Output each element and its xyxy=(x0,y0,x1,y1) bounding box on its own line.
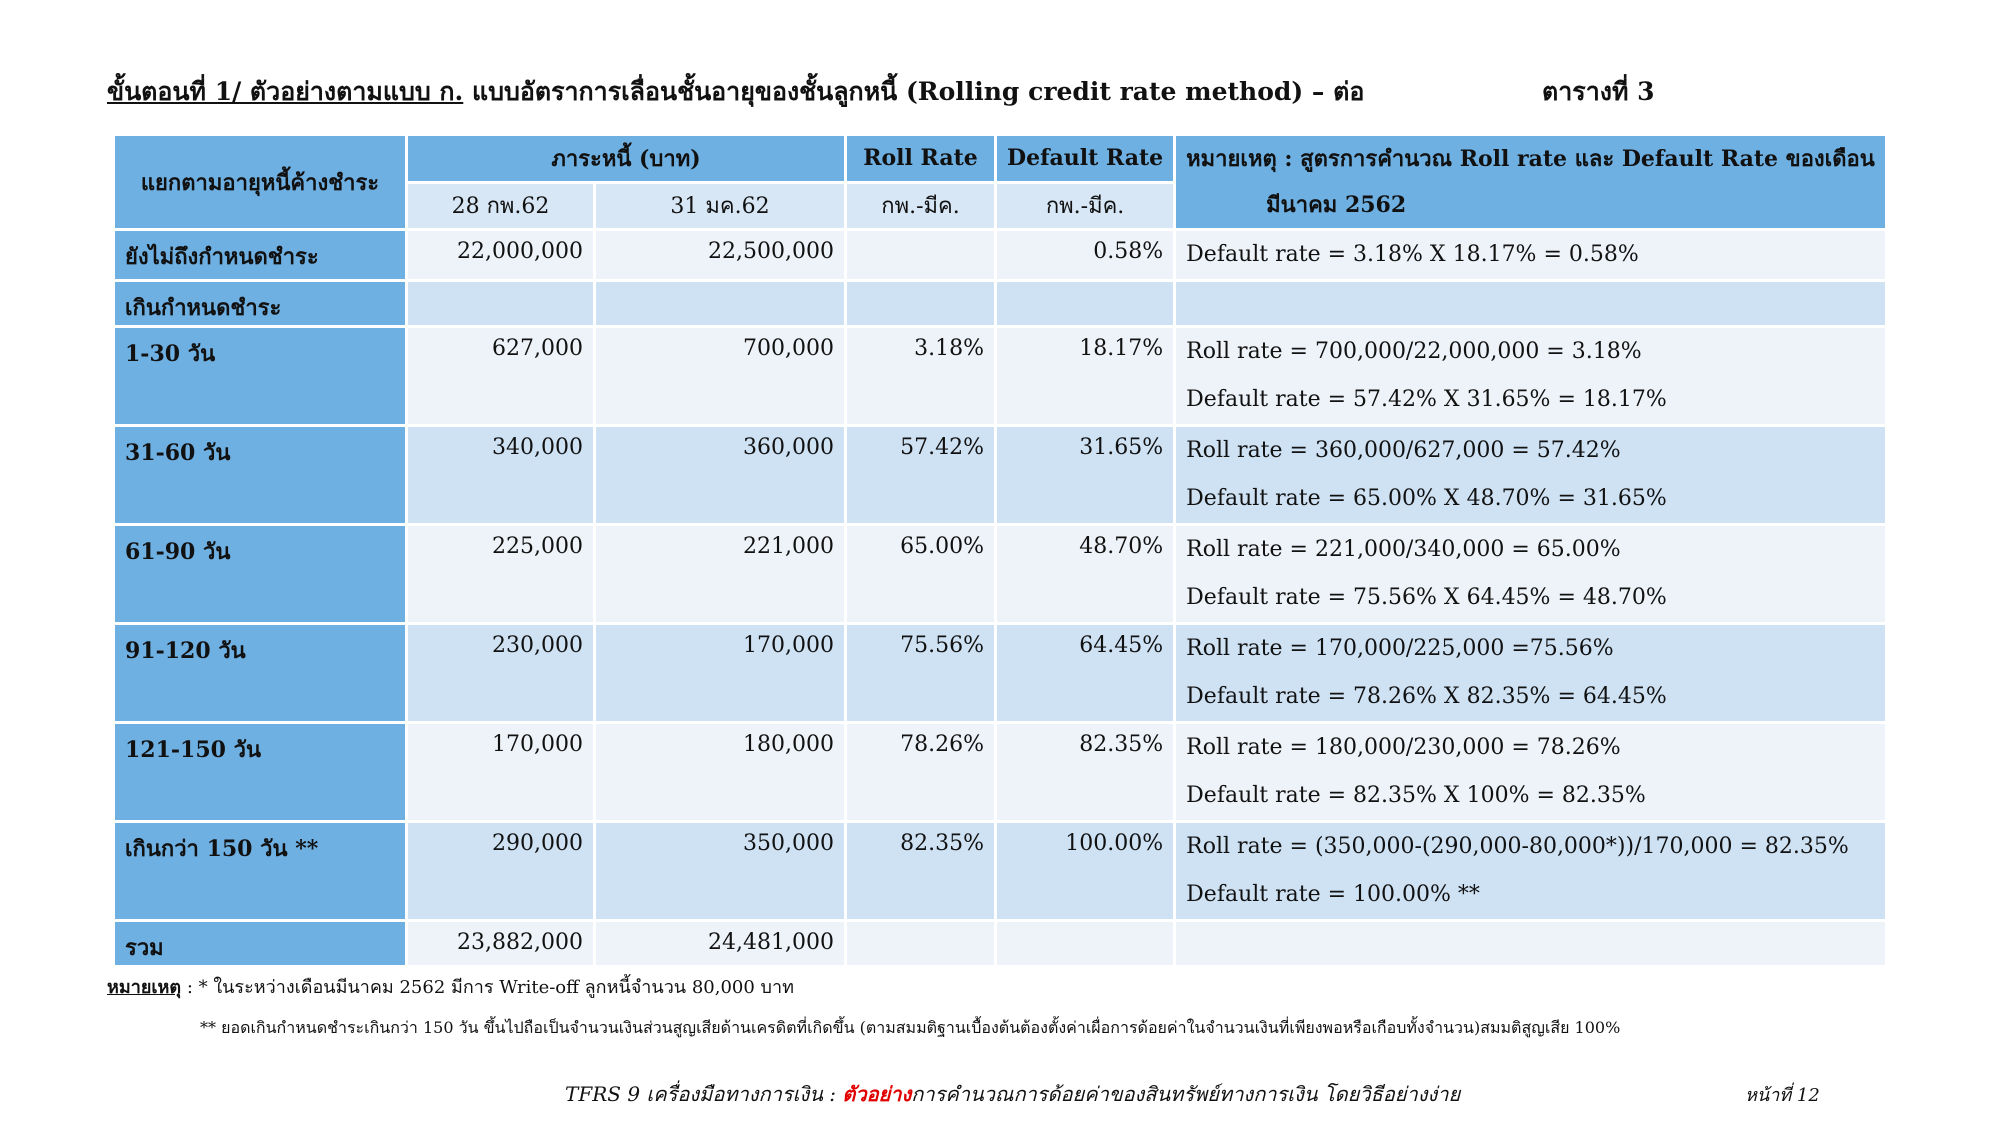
note-line: Default rate = 65.00% X 48.70% = 31.65% xyxy=(1186,486,1667,511)
header-roll-period: กพ.-มีค. xyxy=(847,184,994,229)
cell-default xyxy=(997,282,1173,325)
row-label: ยังไม่ถึงกำหนดชำระ xyxy=(115,231,405,279)
cell-jan: 170,000 xyxy=(596,625,844,721)
table-row xyxy=(115,328,1885,424)
note-line: Roll rate = (350,000-(290,000-80,000*))/170,000 = 82.35% xyxy=(1186,834,1849,859)
cell-feb: 23,882,000 xyxy=(408,922,593,965)
header-note-title: หมายเหตุ : สูตรการคำนวณ Roll rate และ Default Rate ของเดือน xyxy=(1186,146,1875,172)
note-line: Default rate = 75.56% X 64.45% = 48.70% xyxy=(1186,585,1667,610)
page-title-row xyxy=(107,72,1707,112)
cell-jan: 360,000 xyxy=(596,427,844,523)
table-number: ตารางที่ 3 xyxy=(1542,77,1655,106)
cell-jan: 22,500,000 xyxy=(596,231,844,279)
header-note xyxy=(1176,136,1885,228)
row-label: 121-150 วัน xyxy=(115,724,405,820)
row-label: รวม xyxy=(115,922,405,965)
cell-default: 31.65% xyxy=(997,427,1173,523)
header-date-jan: 31 มค.62 xyxy=(596,184,844,229)
note-line: Default rate = 57.42% X 31.65% = 18.17% xyxy=(1186,387,1667,412)
header-row-1 xyxy=(115,136,1885,181)
cell-feb: 225,000 xyxy=(408,526,593,622)
cell-note xyxy=(1176,823,1885,919)
row-label: เกินกว่า 150 วัน ** xyxy=(115,823,405,919)
note-line: Roll rate = 180,000/230,000 = 78.26% xyxy=(1186,735,1621,760)
table-row xyxy=(115,724,1885,820)
cell-roll: 78.26% xyxy=(847,724,994,820)
cell-note xyxy=(1176,328,1885,424)
header-date-feb: 28 กพ.62 xyxy=(408,184,593,229)
cell-note xyxy=(1176,625,1885,721)
cell-feb: 340,000 xyxy=(408,427,593,523)
footnote-2: ** ยอดเกินกำหนดชำระเกินกว่า 150 วัน ขึ้นไปถือเป็นจำนวนเงินส่วนสูญเสียด้านเครดิตที่เกิดขึ้น (ตามสมมติฐานเบื้องต้นต้องตั้งค่าเผื่อการด้อยค่าในจำนวนเงินที่เพียงพอหรือเกือบทั้งจำนวน)สมมติสูญเสีย 100% xyxy=(200,1018,1621,1037)
footnote-1 xyxy=(107,972,794,1001)
table-row xyxy=(115,282,1885,325)
cell-feb xyxy=(408,282,593,325)
page-number: หน้าที่ 12 xyxy=(1745,1085,1820,1106)
cell-roll: 57.42% xyxy=(847,427,994,523)
header-debt: ภาระหนี้ (บาท) xyxy=(408,136,844,181)
header-roll-rate: Roll Rate xyxy=(847,136,994,181)
header-default-period: กพ.-มีค. xyxy=(997,184,1173,229)
note-line: Roll rate = 221,000/340,000 = 65.00% xyxy=(1186,537,1621,562)
cell-jan xyxy=(596,282,844,325)
table-row xyxy=(115,231,1885,279)
note-line: Default rate = 78.26% X 82.35% = 64.45% xyxy=(1186,684,1667,709)
footer-highlight: ตัวอย่าง xyxy=(842,1082,912,1106)
cell-roll xyxy=(847,282,994,325)
note-line: Roll rate = 360,000/627,000 = 57.42% xyxy=(1186,438,1621,463)
table-row xyxy=(115,427,1885,523)
cell-jan: 350,000 xyxy=(596,823,844,919)
footer-suffix: การคำนวณการด้อยค่าของสินทรัพย์ทางการเงิน โดยวิธีอย่างง่าย xyxy=(911,1082,1461,1106)
cell-feb: 170,000 xyxy=(408,724,593,820)
cell-default: 48.70% xyxy=(997,526,1173,622)
cell-roll xyxy=(847,231,994,279)
cell-note xyxy=(1176,427,1885,523)
note-line: Default rate = 3.18% X 18.17% = 0.58% xyxy=(1186,242,1639,267)
cell-roll xyxy=(847,922,994,965)
row-label: 1-30 วัน xyxy=(115,328,405,424)
header-aging-group: แยกตามอายุหนี้ค้างชำระ xyxy=(115,136,405,228)
cell-feb: 22,000,000 xyxy=(408,231,593,279)
cell-note xyxy=(1176,282,1885,325)
header-note-month: มีนาคม 2562 xyxy=(1266,192,1407,218)
cell-jan: 221,000 xyxy=(596,526,844,622)
cell-default: 100.00% xyxy=(997,823,1173,919)
title-step: ขั้นตอนที่ 1/ ตัวอย่างตามแบบ ก. xyxy=(107,77,464,106)
note-line: Default rate = 100.00% ** xyxy=(1186,882,1480,907)
rolling-rate-table xyxy=(112,133,1888,968)
cell-note xyxy=(1176,526,1885,622)
note-line: Roll rate = 700,000/22,000,000 = 3.18% xyxy=(1186,339,1642,364)
table-row-total xyxy=(115,922,1885,965)
title-method: แบบอัตราการเลื่อนชั้นอายุของชั้นลูกหนี้ (Rolling credit rate method) – ต่อ xyxy=(463,77,1365,106)
cell-jan: 24,481,000 xyxy=(596,922,844,965)
row-label: 61-90 วัน xyxy=(115,526,405,622)
cell-roll: 75.56% xyxy=(847,625,994,721)
table-row xyxy=(115,526,1885,622)
table-row xyxy=(115,823,1885,919)
header-default-rate: Default Rate xyxy=(997,136,1173,181)
cell-feb: 290,000 xyxy=(408,823,593,919)
footer-prefix: TFRS 9 เครื่องมือทางการเงิน : xyxy=(565,1082,843,1106)
cell-note xyxy=(1176,922,1885,965)
cell-jan: 180,000 xyxy=(596,724,844,820)
cell-default: 0.58% xyxy=(997,231,1173,279)
cell-default: 64.45% xyxy=(997,625,1173,721)
page-title xyxy=(107,72,1364,112)
cell-roll: 3.18% xyxy=(847,328,994,424)
note-line: Default rate = 82.35% X 100% = 82.35% xyxy=(1186,783,1646,808)
note-line: Roll rate = 170,000/225,000 =75.56% xyxy=(1186,636,1614,661)
cell-jan: 700,000 xyxy=(596,328,844,424)
cell-default xyxy=(997,922,1173,965)
footnote-label: หมายเหตุ xyxy=(107,977,182,998)
row-label: 91-120 วัน xyxy=(115,625,405,721)
cell-feb: 627,000 xyxy=(408,328,593,424)
row-label: 31-60 วัน xyxy=(115,427,405,523)
cell-default: 18.17% xyxy=(997,328,1173,424)
table-row xyxy=(115,625,1885,721)
page-footer xyxy=(565,1078,1460,1110)
cell-default: 82.35% xyxy=(997,724,1173,820)
cell-note xyxy=(1176,724,1885,820)
cell-roll: 65.00% xyxy=(847,526,994,622)
cell-feb: 230,000 xyxy=(408,625,593,721)
footnote-1-text: : * ในระหว่างเดือนมีนาคม 2562 มีการ Write-off ลูกหนี้จำนวน 80,000 บาท xyxy=(181,977,794,998)
cell-note xyxy=(1176,231,1885,279)
cell-roll: 82.35% xyxy=(847,823,994,919)
row-label: เกินกำหนดชำระ xyxy=(115,282,405,325)
